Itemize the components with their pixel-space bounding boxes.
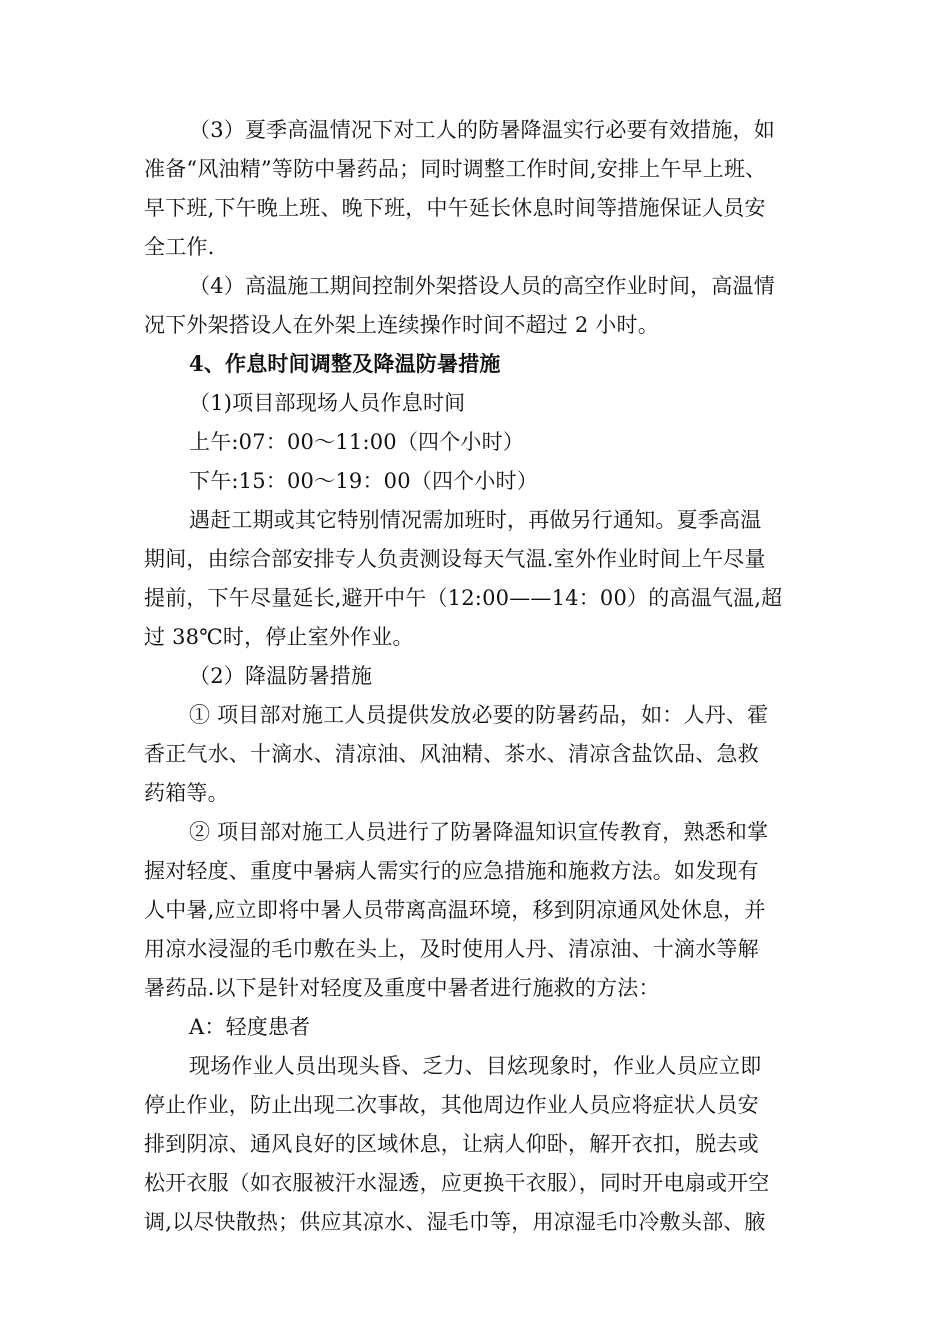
- paragraph-4-line-2: 况下外架搭设人在外架上连续操作时间不超过 2 小时。: [144, 313, 659, 337]
- measure-2-line-3: 人中暑,应立即将中暑人员带离高温环境，移到阴凉通风处休息，并: [144, 898, 766, 922]
- subheading-work-schedule: （1)项目部现场人员作息时间: [189, 391, 466, 415]
- paragraph-3-line-2: 准备“风油精”等防中暑药品；同时调整工作时间,安排上午早上班、: [144, 157, 767, 181]
- morning-hours: 上午:07：00～11:00（四个小时）: [189, 430, 525, 454]
- overtime-paragraph-line-2: 期间，由综合部安排专人负责测设每天气温.室外作业时间上午尽量: [144, 547, 766, 571]
- overtime-paragraph-line-3: 提前，下午尽量延长,避开中午（12:00——14：00）的高温气温,超: [144, 586, 783, 610]
- measure-2-line-5: 暑药品.以下是针对轻度及重度中暑者进行施救的方法：: [144, 976, 660, 1000]
- afternoon-hours: 下午:15：00～19：00（四个小时）: [189, 469, 538, 493]
- measure-1-line-3: 药箱等。: [144, 781, 229, 805]
- overtime-paragraph-line-4: 过 38℃时，停止室外作业。: [144, 625, 414, 649]
- measure-2-line-1: ② 项目部对施工人员进行了防暑降温知识宣传教育，熟悉和掌: [189, 820, 769, 844]
- mild-patients-line-5: 调,以尽快散热；供应其凉水、湿毛巾等，用凉湿毛巾冷敷头部、腋: [144, 1210, 766, 1234]
- section-heading: 4、作息时间调整及降温防暑措施: [189, 351, 501, 376]
- paragraph-3-line-1: （3）夏季高温情况下对工人的防暑降温实行必要有效措施，如: [189, 118, 775, 142]
- subheading-cooling-measures: （2）降温防暑措施: [189, 664, 373, 688]
- measure-2-line-2: 握对轻度、重度中暑病人需实行的应急措施和施救方法。如发现有: [144, 859, 759, 883]
- paragraph-4-line-1: （4）高温施工期间控制外架搭设人员的高空作业时间，高温情: [189, 274, 775, 298]
- paragraph-3-line-3: 早下班,下午晚上班、晚下班，中午延长休息时间等措施保证人员安: [144, 196, 766, 220]
- mild-patients-line-1: 现场作业人员出现头昏、乏力、目炫现象时，作业人员应立即: [189, 1054, 762, 1078]
- measure-2-line-4: 用凉水浸湿的毛巾敷在头上，及时使用人丹、清凉油、十滴水等解: [144, 937, 759, 961]
- paragraph-3-line-4: 全工作.: [144, 235, 215, 259]
- measure-1-line-1: ① 项目部对施工人员提供发放必要的防暑药品，如：人丹、霍: [189, 703, 769, 727]
- mild-patients-line-4: 松开衣服（如衣服被汗水湿透，应更换干衣服），同时开电扇或开空: [144, 1171, 770, 1195]
- measure-1-line-2: 香正气水、十滴水、清凉油、风油精、茶水、清凉含盐饮品、急救: [144, 742, 759, 766]
- overtime-paragraph-line-1: 遇赶工期或其它特别情况需加班时，再做另行通知。夏季高温: [189, 508, 762, 532]
- mild-patients-line-2: 停止作业，防止出现二次事故，其他周边作业人员应将症状人员安: [144, 1093, 759, 1117]
- subheading-mild-patients: A：轻度患者: [189, 1015, 311, 1039]
- mild-patients-line-3: 排到阴凉、通风良好的区域休息，让病人仰卧，解开衣扣，脱去或: [144, 1132, 759, 1156]
